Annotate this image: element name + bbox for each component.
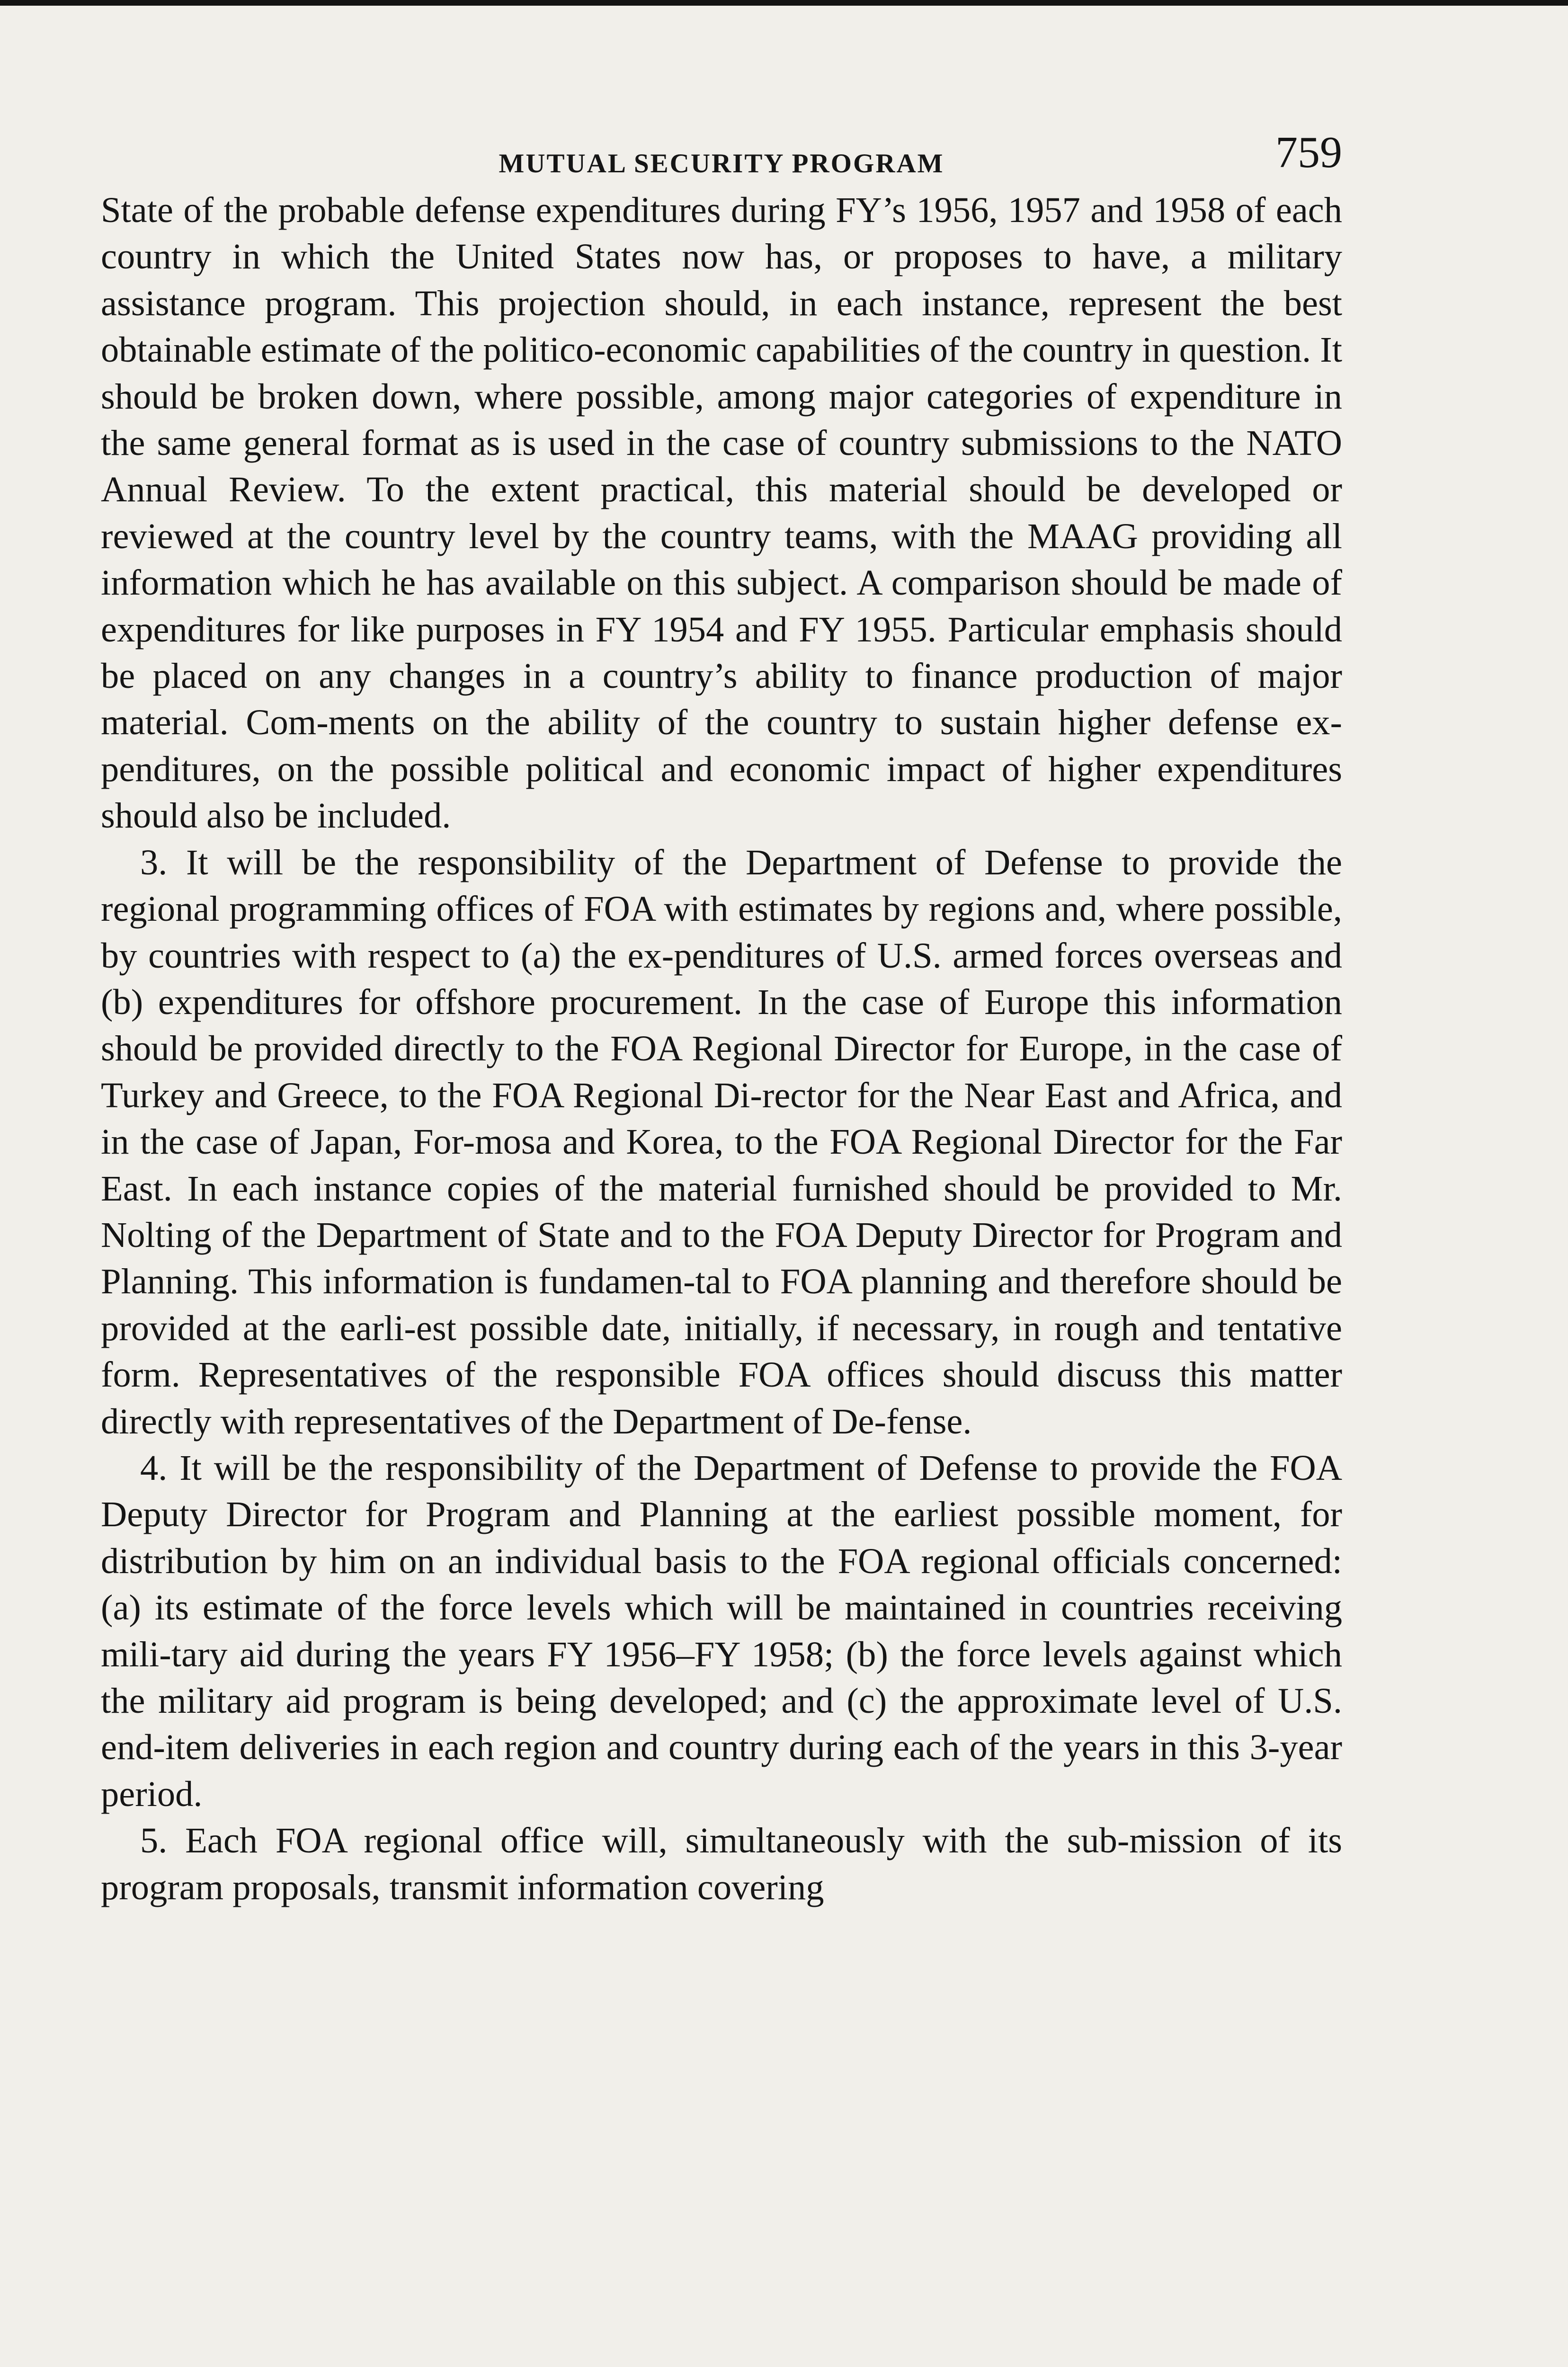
text-line: information which he has available on this subject. A comparison: [101, 562, 1060, 603]
top-border-rule: [0, 0, 1568, 6]
text-line: provide the regional programming offices of FOA with estimates by: [101, 842, 1342, 929]
text-line: FY 1955. Particular emphasis should be placed on any changes in a: [101, 609, 1343, 696]
text-line: should be made of expenditures for like purposes in FY 1954 and: [101, 562, 1342, 650]
text-line: Europe, in the case of Turkey and Greece, to the FOA Regional Di-: [101, 1028, 1343, 1115]
text-line: expenditure in the same general format as is used in the case of: [101, 376, 1343, 463]
text-line: provide the FOA Deputy Director for Program and Planning at the: [101, 1447, 1342, 1535]
text-line: earliest possible moment, for distribution by him on an individual: [101, 1494, 1343, 1581]
text-line: this matter directly with representatives of the Department of De-: [101, 1354, 1343, 1442]
text-line: basis to the FOA regional officials concerned: (a) its estimate of the: [101, 1540, 1342, 1628]
text-line: Director for Program and Planning. This information is fundamen-: [101, 1214, 1342, 1302]
text-line: each instance copies of the material furnished should be provided: [232, 1168, 1233, 1209]
text-line: country submissions to the NATO Annual Review. To the extent: [101, 423, 1342, 510]
text-line: form. Representatives of the responsible FOA offices should discuss: [101, 1354, 1162, 1395]
text-line: to Mr. Nolting of the Department of State and to the FOA Deputy: [101, 1168, 1343, 1255]
text-line: est possible date, initially, if necessary, in rough and tentative: [416, 1308, 1342, 1348]
body-text: [101, 187, 1342, 1911]
text-line: and country during each of the years in this 3-year period.: [101, 1727, 1342, 1814]
text-line: country’s ability to finance production of major material. Com-: [101, 656, 1342, 743]
text-line: 3. It will be the responsibility of the Department of Defense to: [140, 842, 1150, 882]
text-line: the approximate level of U.S. end-item deliveries in each region: [101, 1681, 1342, 1768]
text-line: against which the military aid program is being developed; and (c): [101, 1634, 1342, 1721]
text-line: 4. It will be the responsibility of the Department of Defense to: [140, 1447, 1078, 1488]
text-line: should, in each instance, represent the best obtainable estimate of: [101, 283, 1343, 370]
text-line: 5. Each FOA regional office will, simultaneously with the sub-: [140, 1820, 1130, 1861]
paragraph-continuation: [101, 187, 1342, 839]
text-line: country level by the country teams, with the MAAG providing all: [344, 516, 1342, 556]
text-line: regions and, where possible, by countries with respect to (a) the ex-: [101, 889, 1343, 976]
text-line: proposes to have, a military assistance program. This projection: [101, 236, 1342, 323]
text-line: penditures of U.S. armed forces overseas and (b) expenditures for: [101, 935, 1343, 1022]
text-line: ments on the ability of the country to sustain higher defense ex-: [328, 702, 1342, 743]
text-line: tal to FOA planning and therefore should be provided at the earli-: [101, 1261, 1342, 1348]
text-line: practical, this material should be developed or reviewed at the: [101, 469, 1342, 556]
text-line: the politico-economic capabilities of the country in question. It: [429, 329, 1342, 370]
paragraph-item-5: [101, 1817, 1342, 1911]
running-head: MUTUAL SECURITY PROGRAM: [499, 149, 944, 178]
text-line: penditures, on the possible political and economic impact of higher: [101, 748, 1141, 789]
page-number: 759: [1275, 128, 1342, 177]
text-line: tary aid during the years FY 1956–FY 1958; (b) the force levels: [171, 1634, 1127, 1674]
document-page: [101, 125, 1342, 1911]
paragraph-item-4: [101, 1445, 1342, 1817]
page-header: [101, 125, 1342, 187]
text-line: mission of its program proposals, transmit information covering: [101, 1820, 1343, 1907]
text-line: and 1958 of each country in which the United States now has, or: [101, 190, 1343, 277]
text-line: offshore procurement. In the case of Europe this information: [415, 981, 1342, 1022]
paragraph-item-3: [101, 839, 1342, 1445]
text-line: mosa and Korea, to the FOA Regional Director for the Far East. In: [101, 1121, 1342, 1209]
text-line: State of the probable defense expenditures during FY’s 1956, 1957: [101, 190, 1080, 230]
text-line: force levels which will be maintained in countries receiving mili-: [101, 1587, 1343, 1674]
text-line: should be broken down, where possible, among major categories of: [101, 376, 1117, 417]
text-line: should be provided directly to the FOA Regional Director for: [101, 1028, 1008, 1069]
text-line: fense.: [886, 1401, 972, 1442]
text-line: expenditures should also be included.: [101, 748, 1343, 836]
text-line: rector for the Near East and Africa, and in the case of Japan, For-: [101, 1075, 1342, 1162]
